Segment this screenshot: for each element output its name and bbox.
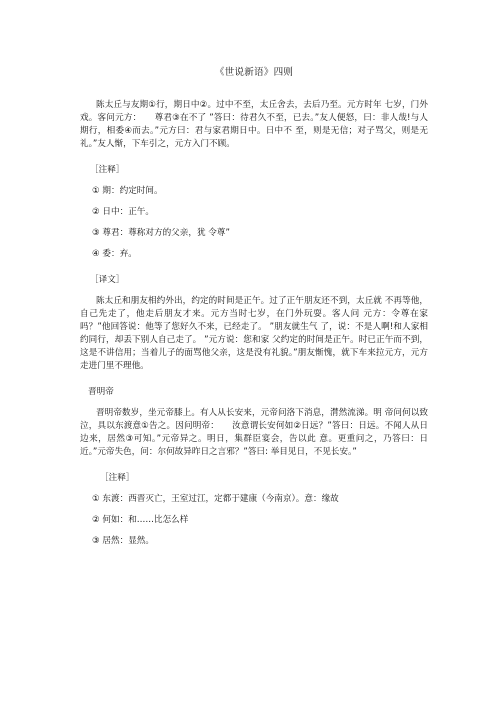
story2-paragraph: 晋明帝数岁，坐元帝膝上。有人从长安来，元帝问洛下消息，潸然流涕。明 帝问何以致泣，具以东渡意①告之。因问明帝： 汝意谓长安何如②日远？”答曰：日远。不闻人从日边来，居然③可知。”元帝异之。明日，集群臣宴会，告以此 意。更重问之，乃答曰：日近。”元帝失色，问：尔何故异昨日之言邪？”答曰: 举目见日，不见长安。” (80, 408, 428, 457)
note-item: ② 日中：正午。 (92, 207, 154, 217)
document-title: 《世说新语》四则 (214, 67, 294, 78)
notes2-label: ［注释］ (100, 473, 135, 483)
note-item: ① 期：约定时间。 (92, 186, 163, 196)
note-item: ③ 居然：显然。 (92, 536, 154, 546)
translation-paragraph: 陈太丘和朋友相约外出，约定的时间是正午。过了正午朋友还不到，太丘就 不再等他，自己先走了，他走后朋友才来。元方当时七岁，在门外玩耍。客人问 元方：令尊在家吗？”他回答说：他等了您好久不来，已经走了。 ”朋友就生气 了，说：不是人啊!和人家相约同行，却丢下别人自己走了。 ”元方说：您和家 父约定的时间是正午。时已正午而不到，这是不讲信用；当着儿子的面骂他父亲，这是没有礼貌。”朋友惭愧，就下车来拉元方，元方走进门里不理他。 (80, 296, 428, 371)
story1-paragraph: 陈太丘与友期①行，期日中②。过中不至，太丘舍去，去后乃至。元方时年 七岁，门外戏。客问元方： 尊君③在不了 ”答曰：待君久不至，已去。”友人便怒，曰：非人哉!与人期行，相委④而去。”元方曰：君与家君期日中。日中不 至，则是无信；对子骂父，则是无礼。”友人惭，下车引之，元方入门不顾。 (80, 100, 428, 149)
story2-title: 晋明帝 (88, 387, 114, 397)
note-item: ③ 尊君：尊称对方的父亲，犹 令尊” (92, 228, 230, 238)
notes1-label: ［注释］ (90, 165, 125, 175)
note-item: ④ 委：弃。 (92, 249, 137, 259)
note-item: ① 东渡：西晋灭亡，王室过江，定都于建康（今南京）。意：缘故 (92, 494, 339, 504)
note-item: ② 何如：和……比怎么样 (92, 515, 189, 525)
translation-label: ［译文］ (90, 275, 125, 285)
